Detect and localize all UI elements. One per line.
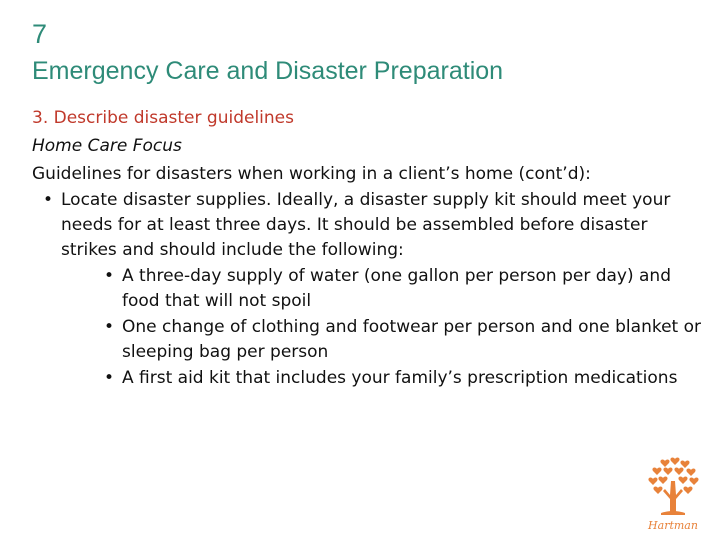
slide-body — [32, 106, 704, 391]
sub-bullet-list — [32, 264, 704, 391]
hartman-logo — [641, 455, 705, 535]
heart-tree-icon — [641, 455, 705, 535]
focus-label: Home Care Focus — [32, 136, 182, 156]
bullet-list — [32, 188, 704, 391]
sub-bullet-item: • A three-day supply of water (one gallon per person per day) and food that will not spoil — [32, 264, 704, 314]
logo-text: Hartman — [648, 519, 698, 532]
intro-text: Guidelines for disasters when working in a client’s home (cont’d): — [32, 164, 591, 184]
sub-bullet-item: • One change of clothing and footwear per person and one blanket or sleeping bag per person — [32, 315, 704, 365]
chapter-title: Emergency Care and Disaster Preparation — [32, 57, 504, 85]
section-heading: 3. Describe disaster guidelines — [32, 108, 294, 128]
bullet-text: • Locate disaster supplies. Ideally, a disaster supply kit should meet your needs for at least three days. It should be assembled before disaster strikes and should include the following: — [61, 190, 671, 260]
chapter-number: 7 — [32, 19, 48, 49]
sub-bullet-item: • A first aid kit that includes your family’s prescription medications — [32, 366, 704, 391]
bullet-item — [32, 188, 704, 391]
